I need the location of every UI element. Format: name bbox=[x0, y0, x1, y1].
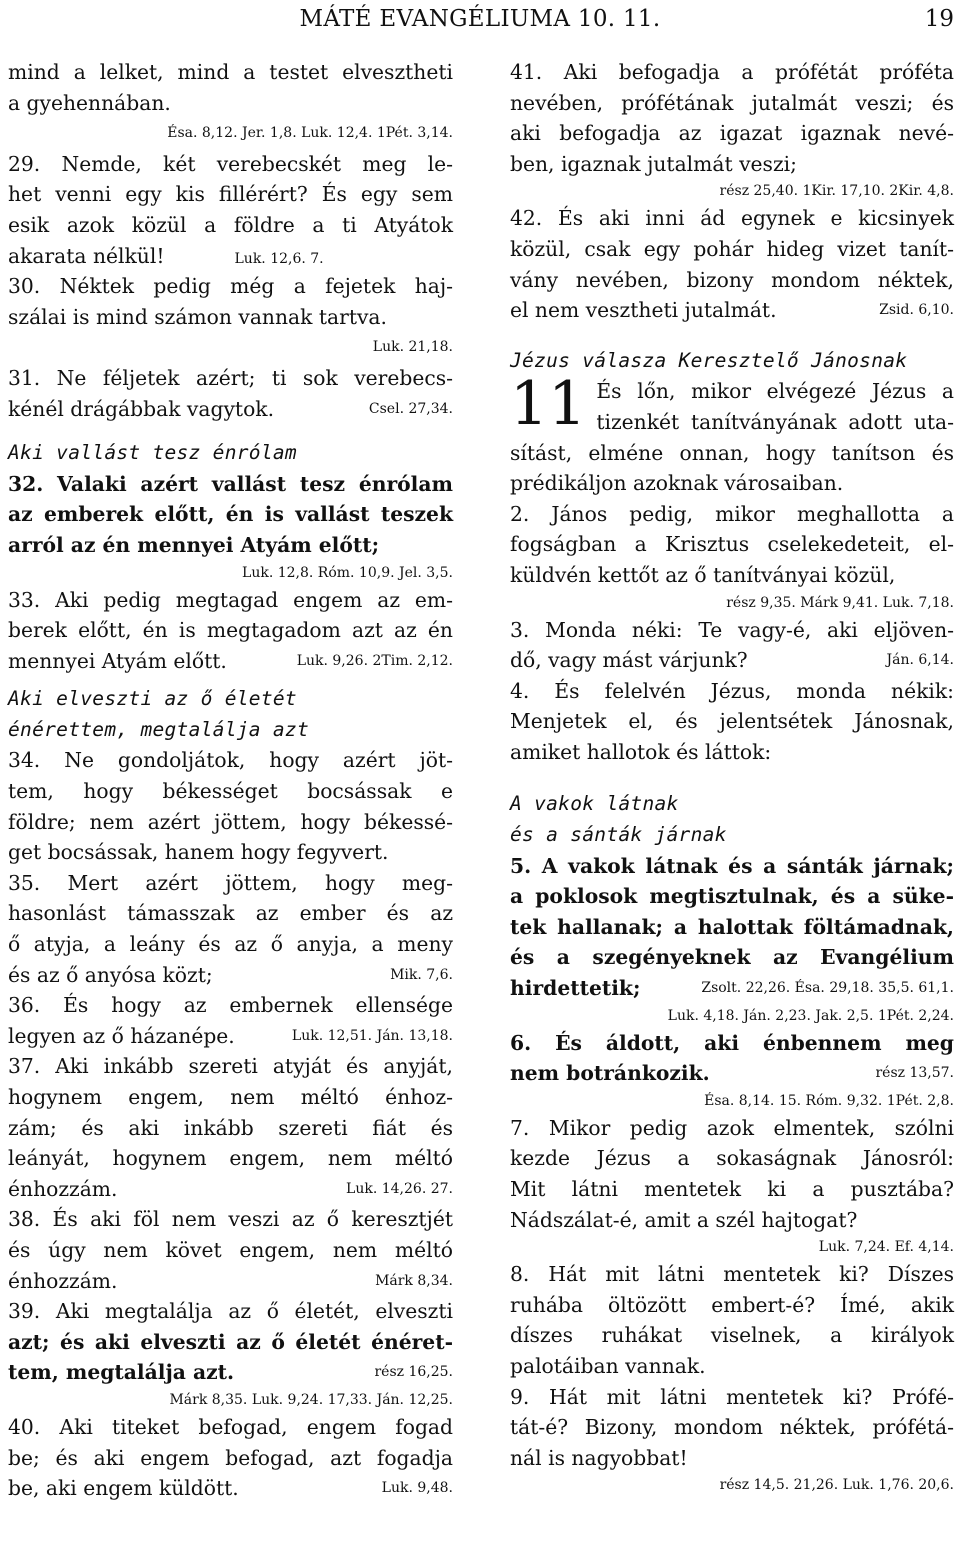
section-heading: énérettem, megtalálja azt bbox=[8, 717, 309, 741]
verse-33: 33. Aki pedig megtagad engem az em- berek előtt, én is megtagadom azt az én mennyei Atyám előtt. Luk. 9,26. 2Tim. 2,12. bbox=[8, 585, 453, 677]
cross-reference: Luk. 7,24. Ef. 4,14. bbox=[818, 1239, 954, 1256]
right-column bbox=[510, 57, 954, 1497]
cross-reference: Luk. 12,8. Róm. 10,9. Jel. 3,5. bbox=[242, 564, 453, 581]
cross-reference: Csel. 27,34. bbox=[368, 400, 453, 417]
verse-39: 39. Aki megtalálja az ő életét, elveszti azt; és aki elveszti az ő életét énéret- tem, megtalálja azt. rész 16,25. Márk 8,35. Luk. 9,24. 17,33. Ján. 12,25. bbox=[8, 1296, 453, 1412]
verse-38: 38. És aki föl nem veszi az ő keresztjét és úgy nem követ engem, nem méltó énhozzám. Márk 8,34. bbox=[8, 1204, 453, 1296]
cross-reference: rész 9,35. Márk 9,41. Luk. 7,18. bbox=[726, 594, 954, 611]
verse-30: 30. Néktek pedig még a fejetek haj- szálai is mind számon vannak tartva. Luk. 21,18. bbox=[8, 271, 453, 363]
section-heading: Aki elveszti az ő életét bbox=[8, 687, 297, 711]
cross-reference: rész 13,57. bbox=[875, 1065, 954, 1082]
text-line: a gyehennában. bbox=[8, 90, 171, 115]
cross-reference: Ésa. 8,12. Jer. 1,8. Luk. 12,4. 1Pét. 3,14. bbox=[167, 125, 453, 142]
cross-reference: Márk 8,34. bbox=[375, 1272, 453, 1289]
chapter-number: 11 bbox=[510, 369, 587, 440]
verse-36: 36. És hogy az embernek ellensége legyen az ő házanépe. Luk. 12,51. Ján. 13,18. bbox=[8, 990, 453, 1051]
cross-reference: Luk. 21,18. bbox=[372, 339, 453, 356]
cross-reference: Ésa. 8,14. 15. Róm. 9,32. 1Pét. 2,8. bbox=[704, 1092, 954, 1109]
cross-reference: Luk. 9,26. 2Tim. 2,12. bbox=[296, 652, 453, 669]
running-title: MÁTÉ EVANGÉLIUMA 10. 11. bbox=[299, 6, 661, 32]
cross-reference: Ján. 6,14. bbox=[886, 652, 954, 669]
verse-7: 7. Mikor pedig azok elmentek, szólni kezde Jézus a sokaságnak Jánosról: Mit látni mentetek ki a pusztába? Nádszálat-é, amit a szél hajtogat? Luk. 7,24. Ef. 4,14. bbox=[510, 1113, 954, 1259]
cross-reference: Zsolt. 22,26. Ésa. 29,18. 35,5. 61,1. bbox=[701, 980, 954, 997]
verse-42: 42. És aki inni ád egynek e kicsinyek közül, csak egy pohár hideg vizet tanít- vány nevében, bizony mondom néktek, el nem vesztheti jutalmát. Zsid. 6,10. bbox=[510, 203, 954, 325]
cross-reference: Zsid. 6,10. bbox=[879, 302, 954, 319]
verse-31: 31. Ne féljetek azért; ti sok verebecs- kénél drágábbak vagytok. Csel. 27,34. bbox=[8, 363, 453, 424]
verse-3: 3. Monda néki: Te vagy-é, aki eljöven- dő, vagy mást várjunk? Ján. 6,14. bbox=[510, 615, 954, 676]
cross-reference: Luk. 4,18. Ján. 2,23. Jak. 2,5. 1Pét. 2,24. bbox=[667, 1007, 954, 1024]
section-heading: A vakok látnak bbox=[510, 792, 679, 816]
verse-4: 4. És felelvén Jézus, monda nékik: Menjetek el, és jelentsétek Jánosnak, amiket hallotok és láttok: bbox=[510, 678, 954, 764]
section-heading: Aki vallást tesz énrólam bbox=[8, 441, 297, 465]
verse-32: 32. Valaki azért vallást tesz énrólam az emberek előtt, én is vallást teszek arról az én mennyei Atyám előtt; bbox=[8, 471, 453, 557]
verse-6: 6. És áldott, aki énbennem meg nem botránkozik. rész 13,57. bbox=[510, 1028, 954, 1089]
verse-8: 8. Hát mit látni mentetek ki? Díszes ruhába öltözött embert-é? Ímé, akik díszes ruhákat viselnek, a királyok palotáiban vannak. bbox=[510, 1262, 954, 1378]
section-heading: Jézus válasza Keresztelő Jánosnak bbox=[510, 348, 908, 372]
left-column bbox=[8, 57, 453, 1504]
chapter-11-verse-1: 11 És lőn, mikor elvégezé Jézus a tizenkét tanítványának adott uta- sítást, elméne onnan, hogy tanítson és prédikáljon azoknak városaiban. bbox=[510, 369, 954, 496]
cross-reference: Márk 8,35. Luk. 9,24. 17,33. Ján. 12,25. bbox=[169, 1391, 453, 1408]
verse-9: 9. Hát mit látni mentetek ki? Prófé- tát-é? Bizony, mondom néktek, prófétá- nál is nagyobbat! rész 14,5. 21,26. Luk. 1,76. 20,6. bbox=[510, 1382, 954, 1498]
verse-34: 34. Ne gondoljátok, hogy azért jöt- tem, hogy békességet bocsássak e földre; nem azért jöttem, hogy békessé- get bocsássak, hanem hogy fegyvert. bbox=[8, 748, 453, 865]
cross-reference: Luk. 9,48. bbox=[381, 1480, 453, 1497]
cross-reference: rész 25,40. 1Kir. 17,10. 2Kir. 4,8. bbox=[719, 183, 954, 200]
verse-37: 37. Aki inkább szereti atyját és anyját, hogynem engem, nem méltó énhoz- zám; és aki inkább szereti fiát és leányát, hogynem engem, nem méltó énhozzám. Luk. 14,26. 27. bbox=[8, 1051, 453, 1204]
cross-reference: Luk. 12,51. Ján. 13,18. bbox=[291, 1027, 453, 1044]
verse-40: 40. Aki titeket befogad, engem fogad be; és aki engem befogad, azt fogadja be, aki engem küldött. Luk. 9,48. bbox=[8, 1412, 453, 1504]
cross-reference: rész 16,25. bbox=[374, 1364, 453, 1381]
page-number: 19 bbox=[924, 6, 954, 32]
verse-2: 2. János pedig, mikor meghallotta a fogságban a Krisztus cselekedeteit, el- küldvén kettőt az ő tanítványai közül, rész 9,35. Márk 9,41. Luk. 7,18. bbox=[510, 499, 954, 615]
verse-41: 41. Aki befogadja a prófétát próféta nevében, prófétának jutalmát veszi; és aki befogadja az igazat igaznak nevé- ben, igaznak jutalmát veszi; rész 25,40. 1Kir. 17,10. 2Kir. 4,8. bbox=[510, 57, 954, 203]
page-header bbox=[0, 6, 960, 40]
verse-29: 29. Nemde, két verebecskét meg le- het venni egy kis fillérért? És egy sem esik azok közül a földre a ti Atyátok akarata nélkül! Luk. 12,6. 7. bbox=[8, 151, 453, 268]
cross-reference: rész 14,5. 21,26. Luk. 1,76. 20,6. bbox=[719, 1477, 954, 1494]
cross-reference: Luk. 12,6. 7. bbox=[234, 250, 324, 267]
verse-35: 35. Mert azért jöttem, hogy meg- hasonlást támasszak az ember és az ő atyja, a leány és az ő anyja, a meny és az ő anyósa közt; Mik. 7,6. bbox=[8, 868, 453, 990]
cross-reference: Luk. 14,26. 27. bbox=[346, 1180, 453, 1197]
section-heading: és a sánták járnak bbox=[510, 823, 727, 847]
text-line: mind a lelket, mind a testet elvesztheti bbox=[8, 60, 453, 84]
cross-reference: Mik. 7,6. bbox=[390, 966, 453, 983]
verse-5: 5. A vakok látnak és a sánták járnak; a poklosok megtisztulnak, és a süke- tek hallanak; a halottak föltámadnak, és a szegényeknek az Evangélium hirdettetik; Zsolt. 22,26. Ésa. 29,18. 35,5. 61,1. bbox=[510, 851, 954, 1004]
